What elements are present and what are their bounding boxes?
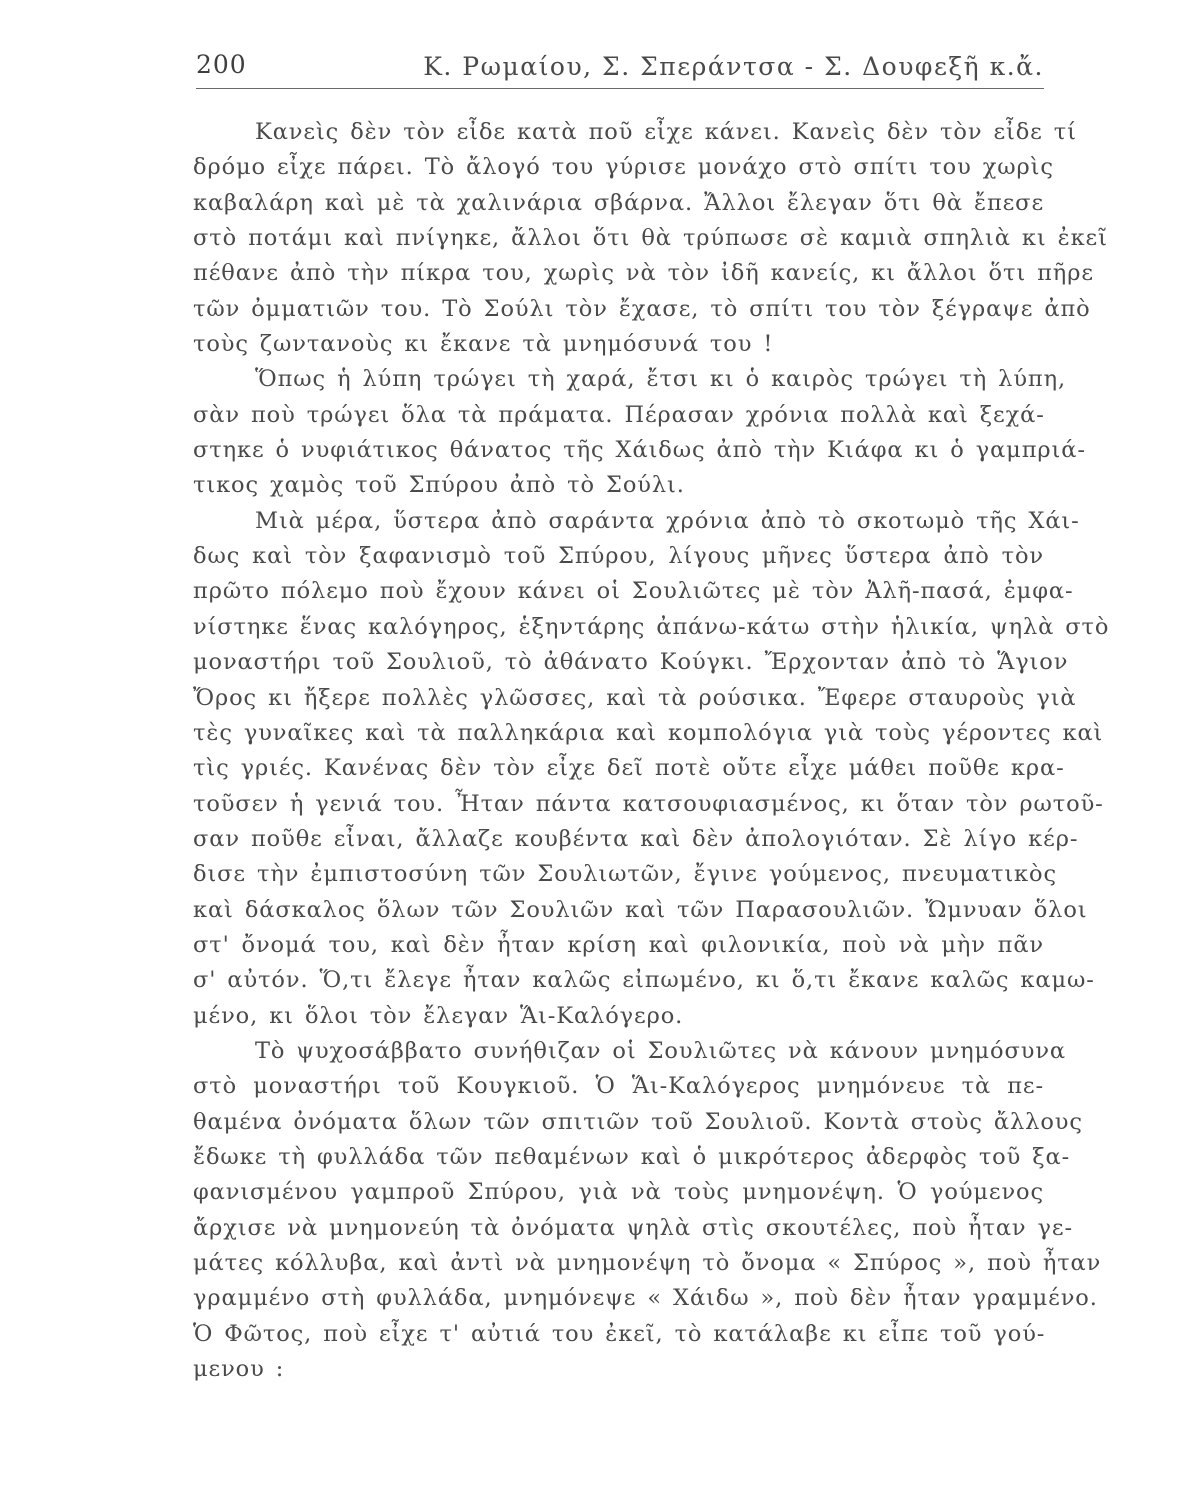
text-line: στὸ ποτάμι καὶ πνίγηκε, ἄλλοι ὅτι θὰ τρύπωσε σὲ καμιὰ σπηλιὰ κι ἐκεῖ [193,225,1108,252]
text-line: δως καὶ τὸν ξαφανισμὸ τοῦ Σπύρου, λίγους μῆνες ὕστερα ἀπὸ τὸν [193,543,1044,570]
text-line: Τὸ ψυχοσάββατο συνήθιζαν οἱ Σουλιῶτες νὰ κάνουν μνημόσυνα [255,1037,1067,1064]
text-line: τοῦσεν ἡ γενιά του. Ἦταν πάντα κατσουφιασμένος, κι ὅταν τὸν ρωτοῦ- [193,790,1104,817]
text-line: τὶς γριές. Κανένας δὲν τὸν εἶχε δεῖ ποτὲ οὔτε εἶχε μάθει ποῦθε κρα- [193,755,1065,782]
text-line: στὸ μοναστήρι τοῦ Κουγκιοῦ. Ὁ Ἅι-Καλόγερος μνημόνευε τὰ πε- [193,1073,1044,1100]
text-line: τῶν ὀμματιῶν του. Τὸ Σούλι τὸν ἔχασε, τὸ σπίτι του τὸν ξέγραψε ἀπὸ [193,295,1091,322]
page-header [196,50,1044,90]
text-line: γραμμένο στὴ φυλλάδα, μνημόνεψε « Χάιδω », ποὺ δὲν ἦταν γραμμένο. [193,1285,1098,1312]
text-line: καβαλάρη καὶ μὲ τὰ χαλινάρια σβάρνα. Ἄλλοι ἔλεγαν ὅτι θὰ ἔπεσε [193,189,1044,216]
text-line: Ὅπως ἡ λύπη τρώγει τὴ χαρά, ἔτσι κι ὁ καιρὸς τρώγει τὴ λύπη, [255,366,1067,393]
text-line: σαν ποῦθε εἶναι, ἄλλαζε κουβέντα καὶ δὲν ἀπολογιόταν. Σὲ λίγο κέρ- [193,825,1079,852]
header-rule [196,88,1044,89]
text-line: στ' ὄνομά του, καὶ δὲν ἦταν κρίση καὶ φιλονικία, ποὺ νὰ μὴν πᾶν [193,931,1044,958]
running-title: Κ. Ρωμαίου, Σ. Σπεράντσα - Σ. Δουφεξῆ κ.ἄ. [423,52,1044,81]
page-number: 200 [196,50,247,79]
text-line: δισε τὴν ἐμπιστοσύνη τῶν Σουλιωτῶν, ἔγινε γούμενος, πνευματικὸς [193,861,1057,888]
text-line: μένο, κι ὅλοι τὸν ἔλεγαν Ἅι-Καλόγερο. [193,1002,684,1029]
text-line: μενου : [193,1356,285,1383]
text-line: Ὁ Φῶτος, ποὺ εἶχε τ' αὐτιά του ἐκεῖ, τὸ κατάλαβε κι εἶπε τοῦ γού- [193,1320,1046,1347]
text-line: τὲς γυναῖκες καὶ τὰ παλληκάρια καὶ κομπολόγια γιὰ τοὺς γέροντες καὶ [193,719,1104,746]
text-line: πρῶτο πόλεμο ποὺ ἔχουν κάνει οἱ Σουλιῶτες μὲ τὸν Ἀλῆ-πασά, ἐμφα- [193,578,1074,605]
text-line: τικος χαμὸς τοῦ Σπύρου ἀπὸ τὸ Σούλι. [193,472,685,499]
text-line: μάτες κόλλυβα, καὶ ἀντὶ νὰ μνημονέψη τὸ ὄνομα « Σπύρος », ποὺ ἦταν [193,1250,1102,1276]
text-line: ἔδωκε τὴ φυλλάδα τῶν πεθαμένων καὶ ὁ μικρότερος ἀδερφὸς τοῦ ξα- [193,1143,1071,1170]
text-line: σ' αὐτόν. Ὅ,τι ἔλεγε ἦταν καλῶς εἰπωμένο, κι ὅ,τι ἔκανε καλῶς καμω- [193,967,1095,994]
text-line: καὶ δάσκαλος ὅλων τῶν Σουλιῶν καὶ τῶν Παρασουλιῶν. Ὤμνυαν ὅλοι [193,896,1088,923]
text-line: στηκε ὁ νυφιάτικος θάνατος τῆς Χάιδως ἀπὸ τὴν Κιάφα κι ὁ γαμπριά- [193,437,1086,464]
text-line: ἄρχισε νὰ μνημονεύη τὰ ὀνόματα ψηλὰ στὶς σκουτέλες, ποὺ ἦταν γε- [193,1214,1073,1241]
text-line: νίστηκε ἕνας καλόγηρος, ἑξηντάρης ἀπάνω-κάτω στὴν ἡλικία, ψηλὰ στὸ [193,613,1110,640]
text-line: δρόμο εἶχε πάρει. Τὸ ἄλογό του γύρισε μονάχο στὸ σπίτι του χωρὶς [193,154,1054,181]
text-line: Μιὰ μέρα, ὕστερα ἀπὸ σαράντα χρόνια ἀπὸ τὸ σκοτωμὸ τῆς Χάι- [255,507,1080,534]
text-line: θαμένα ὀνόματα ὅλων τῶν σπιτιῶν τοῦ Σουλιοῦ. Κοντὰ στοὺς ἄλλους [193,1108,1083,1135]
text-line: μοναστήρι τοῦ Σουλιοῦ, τὸ ἀθάνατο Κούγκι. Ἔρχονταν ἀπὸ τὸ Ἅγιον [193,649,1069,676]
text-line: σὰν ποὺ τρώγει ὅλα τὰ πράματα. Πέρασαν χρόνια πολλὰ καὶ ξεχά- [193,401,1045,428]
text-line: τοὺς ζωντανοὺς κι ἔκανε τὰ μνημόσυνά του ! [193,331,774,358]
body-text [193,115,1110,1387]
text-line: φανισμένου γαμπροῦ Σπύρου, γιὰ νὰ τοὺς μνημονέψη. Ὁ γούμενος [193,1179,1044,1206]
text-line: Ὄρος κι ἤξερε πολλὲς γλῶσσες, καὶ τὰ ρούσικα. Ἔφερε σταυροὺς γιὰ [193,684,1077,711]
text-line: πέθανε ἀπὸ τὴν πίκρα του, χωρὶς νὰ τὸν ἰδῆ κανείς, κι ἄλλοι ὅτι πῆρε [193,260,1094,287]
text-line: Κανεὶς δὲν τὸν εἶδε κατὰ ποῦ εἶχε κάνει. Κανεὶς δὲν τὸν εἶδε τί [255,119,1077,145]
